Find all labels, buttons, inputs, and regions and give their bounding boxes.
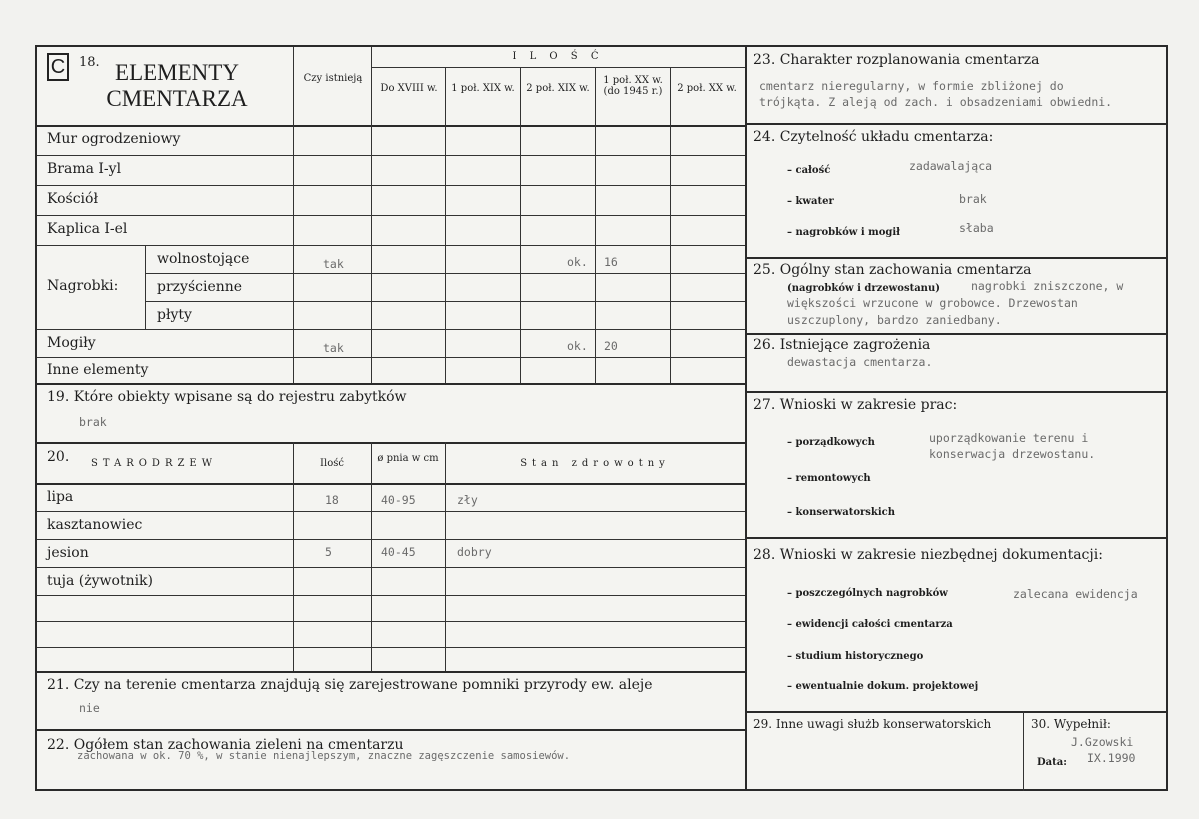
row-mur: Mur ogrodzeniowy [47, 131, 181, 147]
section-26-title: 26. Istniejące zagrożenia [753, 337, 931, 353]
section-letter-box: C [47, 53, 69, 81]
tree-jesion: jesion [47, 545, 89, 561]
registry-card [35, 45, 1168, 791]
section-23-line2: trójkąta. Z aleją od zach. i obsadzeniami obwiedni. [759, 95, 1113, 109]
czytelnosc-nagrobkow-label: – nagrobków i mogił [787, 227, 901, 238]
section-27-value-line2: konserwacja drzewostanu. [929, 447, 1096, 461]
section-19-value: brak [79, 415, 107, 429]
mogily-ok: ok. [567, 339, 588, 353]
row-kosciol: Kościół [47, 191, 98, 207]
section-30-title: 30. Wypełnił: [1031, 717, 1111, 731]
wolnostojace-czy-value: tak [323, 257, 344, 271]
tree-lipa: lipa [47, 489, 74, 505]
mogily-czy-value: tak [323, 341, 344, 355]
tree-lipa-stan: zły [457, 493, 478, 507]
tree-jesion-pnia: 40-45 [381, 545, 416, 559]
section-25-line2: większości wrzucone w grobowce. Drzewostan [787, 296, 1078, 310]
row-plyty: płyty [157, 307, 192, 323]
tree-tuja: tuja (żywotnik) [47, 573, 154, 589]
section-25-sub: (nagrobków i drzewostanu) [787, 283, 940, 294]
tree-lipa-pnia: 40-95 [381, 493, 416, 507]
section-20-number: 20. [47, 449, 70, 465]
col-1pol-xix: 1 poł. XIX w. [451, 83, 515, 94]
prace-remontowych-label: – remontowych [787, 473, 871, 484]
section-27-title: 27. Wnioski w zakresie prac: [753, 397, 958, 413]
section-30-data-label: Data: [1037, 757, 1067, 768]
section-26-value: dewastacja cmentarza. [787, 355, 933, 369]
col-pnia: ø pnia w cm [377, 453, 439, 464]
czytelnosc-calosc-value: zadawalająca [909, 159, 993, 173]
col-xviii: Do XVIII w. [380, 83, 438, 94]
row-nagrobki: Nagrobki: [47, 278, 119, 294]
tree-jesion-ilosc: 5 [325, 545, 332, 559]
tree-jesion-stan: dobry [457, 545, 492, 559]
col-czy-istnieja: Czy istnieją [303, 73, 363, 84]
dok-nagrobkow-label: – poszczególnych nagrobków [787, 588, 948, 599]
row-brama: Brama I-yl [47, 161, 122, 177]
mogily-count: 20 [604, 339, 618, 353]
col-stan-zdrowotny: Stan zdrowotny [520, 458, 670, 469]
section-18-title-line2: CMENTARZA [106, 86, 248, 111]
czytelnosc-nagrobkow-value: słaba [959, 221, 994, 235]
section-19-title: 19. Które obiekty wpisane są do rejestru zabytków [47, 389, 407, 405]
row-przyscienne: przyścienne [157, 279, 243, 295]
col-2pol-xx: 2 poł. XX w. [677, 83, 737, 94]
section-25-title: 25. Ogólny stan zachowania cmentarza [753, 262, 1032, 278]
prace-porzadkowych-label: – porządkowych [787, 437, 875, 448]
row-mogily: Mogiły [47, 335, 96, 351]
wolnostojace-count: 16 [604, 255, 618, 269]
section-25-line1: nagrobki zniszczone, w [971, 279, 1124, 293]
section-28-title: 28. Wnioski w zakresie niezbędnej dokumentacji: [753, 547, 1103, 563]
section-22-value: zachowana w ok. 70 %, w stanie nienajlepszym, znaczne zagęszczenie samosiewów. [77, 750, 571, 762]
tree-lipa-ilosc: 18 [325, 493, 339, 507]
section-23-line1: cmentarz nieregularny, w formie zbliżonej do [759, 79, 1064, 93]
section-24-title: 24. Czytelność układu cmentarza: [753, 129, 994, 145]
section-21-title: 21. Czy na terenie cmentarza znajdują się zarejestrowane pomniki przyrody ew. aleje [47, 677, 653, 693]
dok-projektowej-label: – ewentualnie dokum. projektowej [787, 681, 979, 692]
col-2pol-xix: 2 poł. XIX w. [526, 83, 590, 94]
section-21-value: nie [79, 701, 100, 715]
wolnostojace-ok: ok. [567, 255, 588, 269]
dok-studium-label: – studium historycznego [787, 651, 924, 662]
section-29-title: 29. Inne uwagi służb konserwatorskich [753, 717, 992, 731]
section-28-value: zalecana ewidencja [1013, 587, 1138, 601]
section-27-value-line1: uporządkowanie terenu i [929, 431, 1089, 445]
col-ilosc: Ilość [320, 458, 344, 469]
czytelnosc-calosc-label: – całość [787, 165, 831, 176]
section-25-line3: uszczuplony, bardzo zaniedbany. [787, 313, 1002, 327]
tree-kasztanowiec: kasztanowiec [47, 517, 143, 533]
section-30-name: J.Gzowski [1071, 735, 1134, 749]
czytelnosc-kwater-value: brak [959, 192, 987, 206]
col-ilosc-header: I L O Ś Ć [512, 51, 604, 62]
dok-ewidencji-label: – ewidencji całości cmentarza [787, 619, 953, 630]
section-18-title-line1: ELEMENTY [115, 60, 239, 85]
row-wolnostojace: wolnostojące [157, 251, 250, 267]
section-30-date: IX.1990 [1087, 751, 1136, 765]
prace-konserwatorskich-label: – konserwatorskich [787, 507, 895, 518]
section-23-title: 23. Charakter rozplanowania cmentarza [753, 52, 1040, 68]
czytelnosc-kwater-label: – kwater [787, 196, 834, 207]
starodrzew-header: STARODRZEW [91, 458, 217, 469]
row-kaplica: Kaplica I-el [47, 221, 128, 237]
row-inne: Inne elementy [47, 362, 149, 378]
section-18-number: 18. [79, 55, 100, 70]
section-22-title: 22. Ogółem stan zachowania zieleni na cmentarzu [47, 737, 404, 753]
col-1pol-xx: 1 poł. XX w. (do 1945 r.) [603, 75, 663, 97]
